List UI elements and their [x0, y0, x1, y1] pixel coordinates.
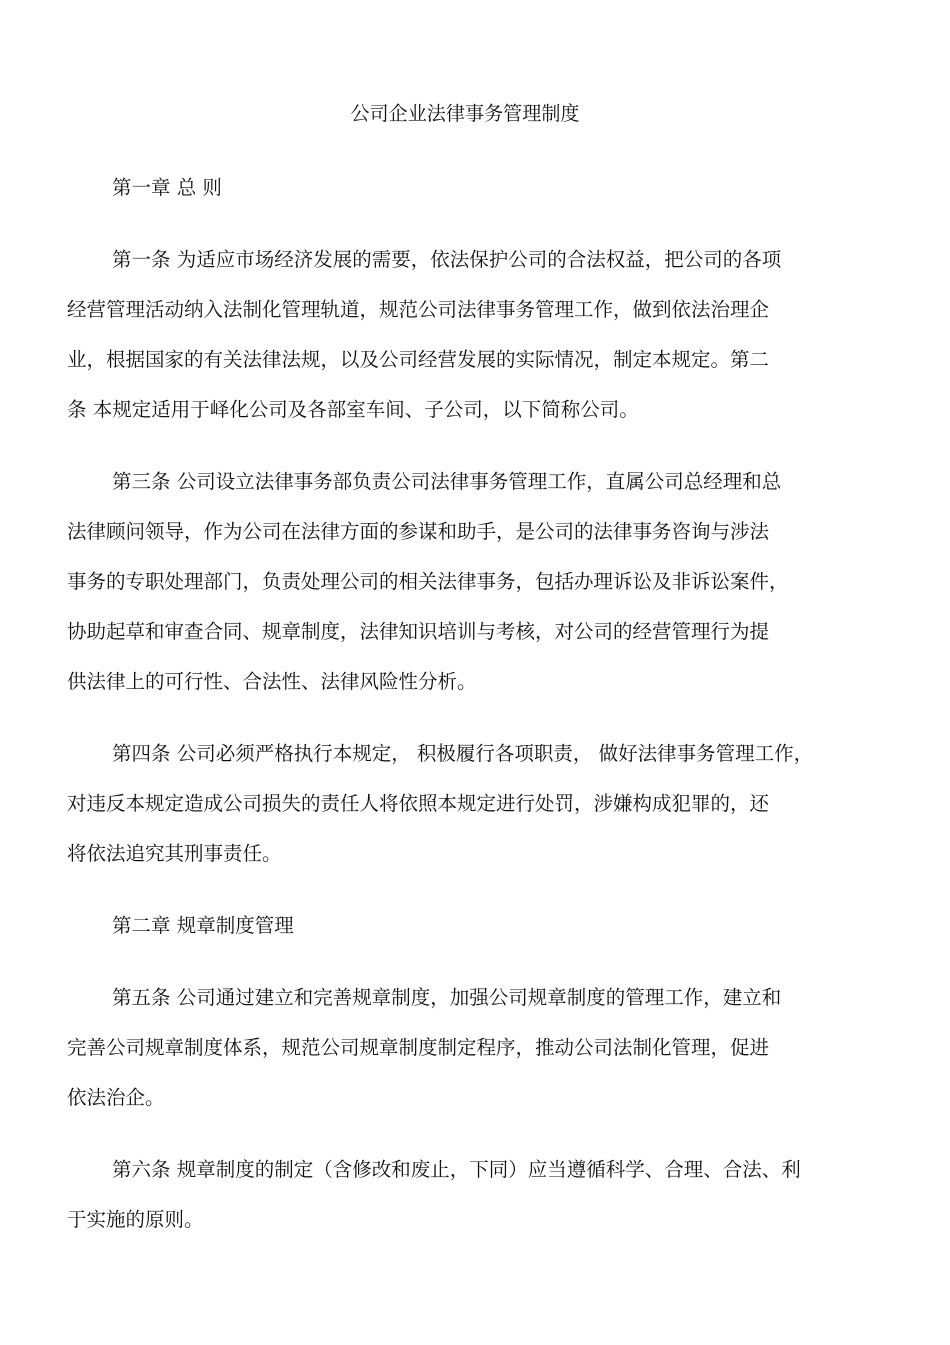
- article-5-line-3: 依法治企。: [67, 1086, 165, 1109]
- article-5-line-2: 完善公司规章制度体系，规范公司规章制度制定程序，推动公司法制化管理，促进: [67, 1036, 770, 1059]
- article-1-line-2: 经营管理活动纳入法制化管理轨道，规范公司法律事务管理工作，做到依法治理企: [67, 298, 770, 321]
- article-6-line-2: 于实施的原则。: [67, 1208, 204, 1231]
- article-3-line-4: 协助起草和审查合同、规章制度，法律知识培训与考核，对公司的经营管理行为提: [67, 620, 770, 643]
- article-2-line-1: 条 本规定适用于峄化公司及各部室车间、子公司，以下简称公司。: [67, 398, 639, 421]
- article-3-line-2: 法律顾问领导，作为公司在法律方面的参谋和助手，是公司的法律事务咨询与涉法: [67, 520, 770, 543]
- document-title: 公司企业法律事务管理制度: [350, 102, 580, 125]
- article-3-line-3: 事务的专职处理部门，负责处理公司的相关法律事务，包括办理诉讼及非诉讼案件，: [67, 570, 789, 593]
- article-4-line-2: 对违反本规定造成公司损失的责任人将依照本规定进行处罚，涉嫌构成犯罪的，还: [67, 792, 770, 815]
- article-5-line-1: 第五条 公司通过建立和完善规章制度，加强公司规章制度的管理工作，建立和: [112, 986, 782, 1009]
- article-3-line-1: 第三条 公司设立法律事务部负责公司法律事务管理工作，直属公司总经理和总: [112, 470, 782, 493]
- article-4-line-3: 将依法追究其刑事责任。: [67, 842, 282, 865]
- article-1-line-1: 第一条 为适应市场经济发展的需要，依法保护公司的合法权益，把公司的各项: [112, 248, 782, 271]
- article-3-line-5: 供法律上的可行性、合法性、法律风险性分析。: [67, 670, 477, 693]
- article-6-line-1: 第六条 规章制度的制定（含修改和废止，下同）应当遵循科学、合理、合法、利: [112, 1158, 801, 1181]
- article-4-line-1: 第四条 公司必须严格执行本规定， 积极履行各项职责， 做好法律事务管理工作，: [112, 742, 814, 765]
- article-1-line-3: 业，根据国家的有关法律法规，以及公司经营发展的实际情况，制定本规定。第二: [67, 348, 770, 371]
- chapter-2-heading: 第二章 规章制度管理: [112, 914, 294, 937]
- chapter-1-heading: 第一章 总 则: [112, 176, 222, 199]
